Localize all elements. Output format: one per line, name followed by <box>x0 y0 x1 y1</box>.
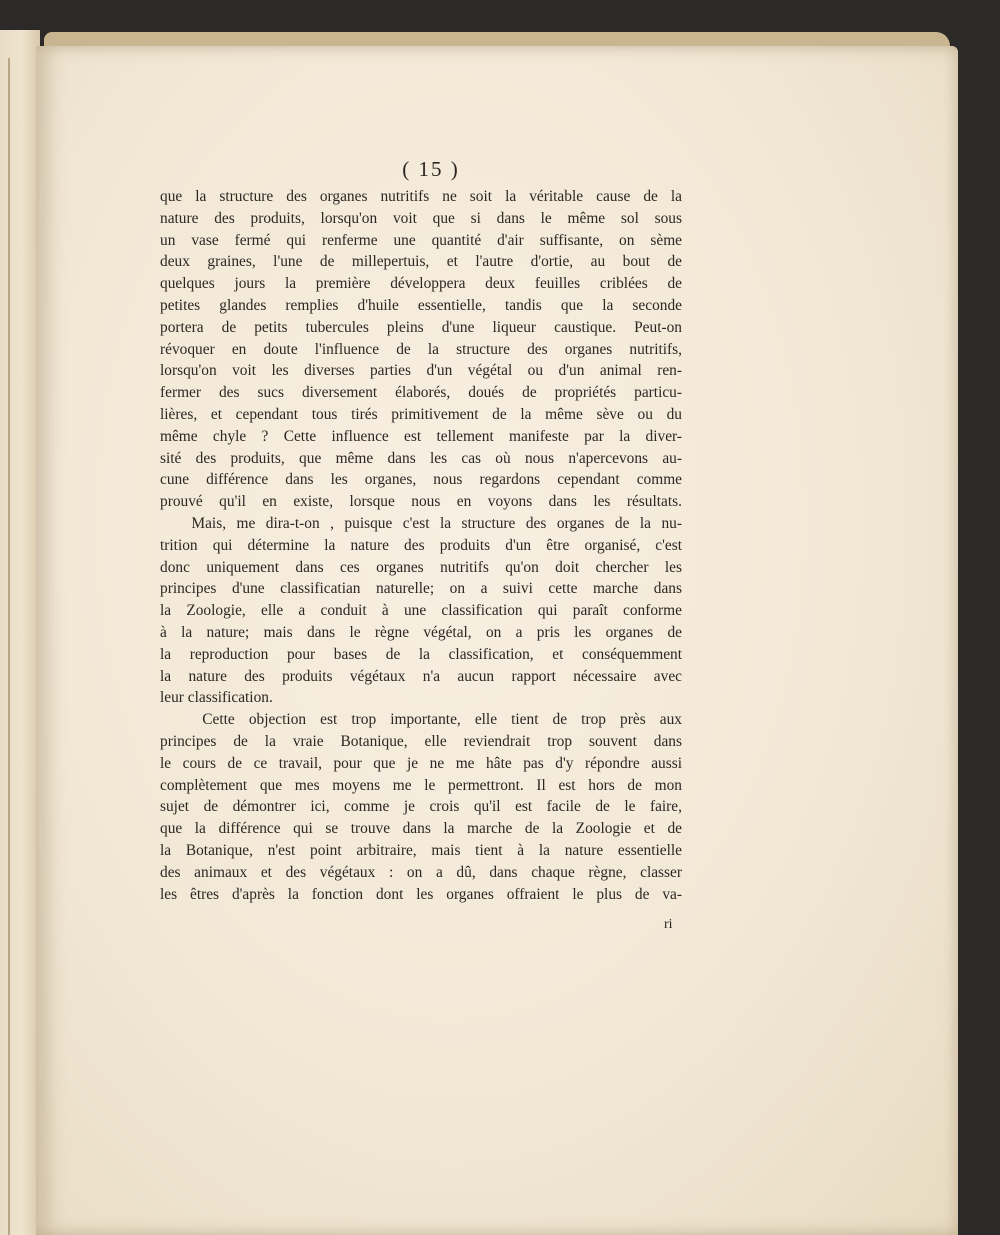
text-line: donc uniquement dans ces organes nutritifs qu'on doit chercher les <box>160 558 682 576</box>
text-line: la Zoologie, elle a conduit à une classification qui paraît conforme <box>160 602 682 620</box>
text-line: les êtres d'après la fonction dont les organes offraient le plus de va- <box>160 885 682 903</box>
text-line: lorsqu'on voit les diverses parties d'un végétal ou d'un animal ren- <box>160 362 682 380</box>
text-line: à la nature; mais dans le règne végétal, on a pris les organes de <box>160 623 682 641</box>
text-line: sujet de démontrer ici, comme je crois qu'il est facile de le faire, <box>160 798 682 816</box>
text-line: Mais, me dira-t-on , puisque c'est la structure des organes de la nu- <box>160 514 682 532</box>
text-line: révoquer en doute l'influence de la structure des organes nutritifs, <box>160 340 682 358</box>
text-line: fermer des sucs diversement élaborés, doués de propriétés particu- <box>160 384 682 402</box>
text-line: portera de petits tubercules pleins d'une liqueur caustique. Peut-on <box>160 318 682 336</box>
text-line: sité des produits, que même dans les cas où nous n'apercevons au- <box>160 449 682 467</box>
text-line: prouvé qu'il en existe, lorsque nous en voyons dans les résultats. <box>160 493 682 511</box>
text-line: Cette objection est trop importante, elle tient de trop près aux <box>160 711 682 729</box>
gutter-line <box>8 58 10 1235</box>
text-line: principes de la vraie Botanique, elle reviendrait trop souvent dans <box>160 732 682 750</box>
text-line: quelques jours la première développera deux feuilles criblées de <box>160 275 682 293</box>
body-text <box>160 186 682 905</box>
text-line: leur classification. <box>160 689 273 707</box>
left-page-edge <box>0 30 40 1235</box>
text-line: la nature des produits végétaux n'a aucun rapport nécessaire avec <box>160 667 682 685</box>
text-line: que la différence qui se trouve dans la marche de la Zoologie et de <box>160 820 682 838</box>
text-line: lières, et cependant tous tirés primitivement de la même sève ou du <box>160 405 682 423</box>
text-line: complètement que mes moyens me le permettront. Il est hors de mon <box>160 776 682 794</box>
text-line: trition qui détermine la nature des produits d'un être organisé, c'est <box>160 536 682 554</box>
text-line: un vase fermé qui renferme une quantité d'air suffisante, on sème <box>160 231 682 249</box>
text-line: la reproduction pour bases de la classification, et conséquemment <box>160 645 682 663</box>
text-line: deux graines, l'une de millepertuis, et l'autre d'ortie, au bout de <box>160 253 682 271</box>
text-line: même chyle ? Cette influence est tellement manifeste par la diver- <box>160 427 682 445</box>
text-line: cune différence dans les organes, nous regardons cependant comme <box>160 471 682 489</box>
page-number: ( 15 ) <box>402 157 460 181</box>
text-line: la Botanique, n'est point arbitraire, mais tient à la nature essentielle <box>160 841 682 859</box>
text-line: nature des produits, lorsqu'on voit que si dans le même sol sous <box>160 209 682 227</box>
text-line: principes d'une classificatian naturelle; on a suivi cette marche dans <box>160 580 682 598</box>
text-line: le cours de ce travail, pour que je ne me hâte pas d'y répondre aussi <box>160 754 682 772</box>
catchword: ri <box>664 917 673 932</box>
text-line: des animaux et des végétaux : on a dû, dans chaque règne, classer <box>160 863 682 881</box>
text-line: petites glandes remplies d'huile essentielle, tandis que la seconde <box>160 296 682 314</box>
text-line: que la structure des organes nutritifs ne soit la véritable cause de la <box>160 188 682 205</box>
